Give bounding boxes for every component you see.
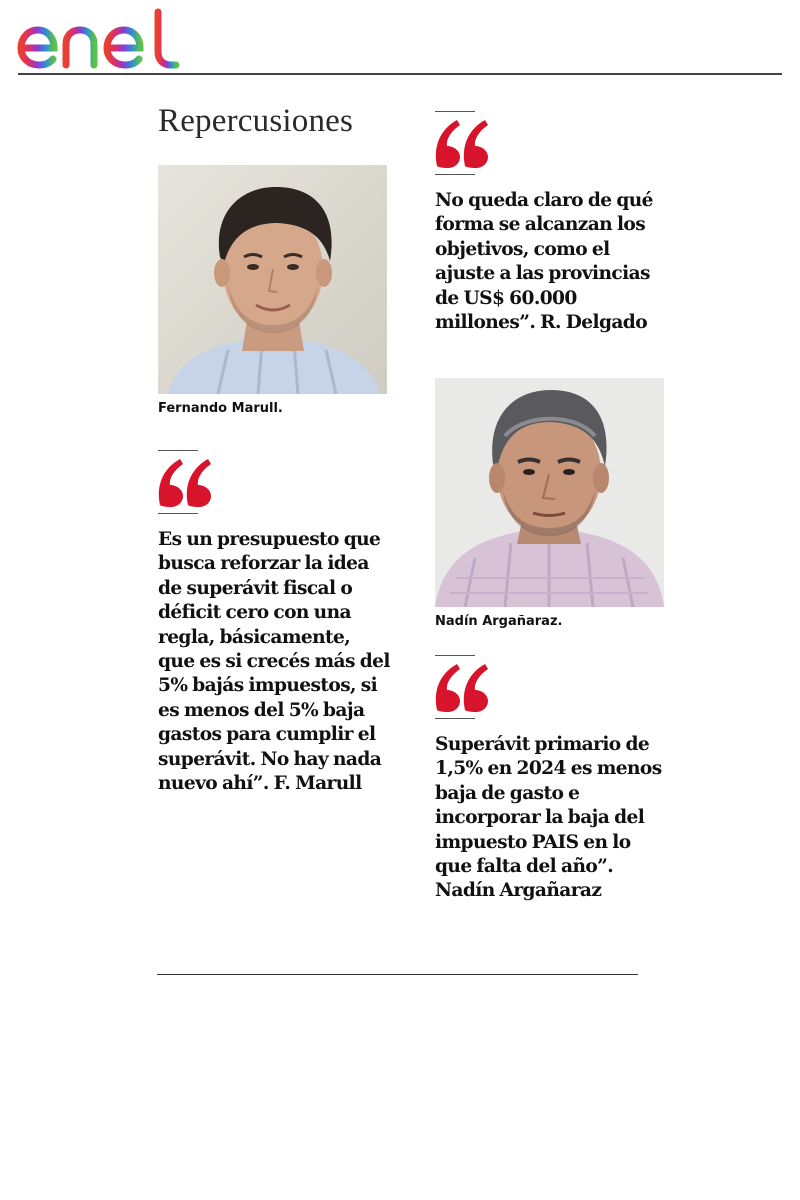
quote-rule-bottom <box>435 718 475 719</box>
header-divider <box>18 73 782 75</box>
caption-nadin-arganaraz: Nadín Argañaraz. <box>435 614 563 629</box>
enel-logo <box>14 6 184 70</box>
quote-rule-bottom <box>435 174 475 175</box>
quote-rule-bottom <box>158 513 198 514</box>
quote-text: No queda claro de qué forma se alcanzan los objetivos, como el ajuste a las provincias de US$ 60.000 millones”. R. Delgado <box>435 190 653 334</box>
photo-fernando-marull <box>158 165 387 394</box>
quotation-mark-icon <box>435 118 489 168</box>
logo-text <box>14 70 15 71</box>
quote-marull <box>158 450 390 796</box>
portrait-photo-icon <box>435 378 664 607</box>
quote-text: Es un presupuesto que busca reforzar la idea de superávit fiscal o déficit cero con una regla, básicamente, que es si crecés más del 5% bajás impuestos, si es menos del 5% baja gastos para cumplir el superávit. No hay nada nuevo ahí”. F. Marull <box>158 529 390 795</box>
quote-text: Superávit primario de 1,5% en 2024 es menos baja de gasto e incorporar la baja del impuesto PAIS en lo que falta del año”. Nadín Argañaraz <box>435 734 662 902</box>
caption-fernando-marull: Fernando Marull. <box>158 401 283 416</box>
section-title: Repercusiones <box>158 103 354 139</box>
footer-divider <box>157 974 638 975</box>
photo-nadin-arganaraz <box>435 378 664 607</box>
portrait-photo-icon <box>158 165 387 394</box>
quote-arganaraz <box>435 655 667 904</box>
quotation-mark-icon <box>435 662 489 712</box>
enel-logo-icon <box>14 6 184 70</box>
quote-delgado <box>435 111 667 335</box>
quote-rule-top <box>158 450 198 451</box>
quotation-mark-icon <box>158 457 212 507</box>
quote-rule-top <box>435 111 475 112</box>
quote-rule-top <box>435 655 475 656</box>
